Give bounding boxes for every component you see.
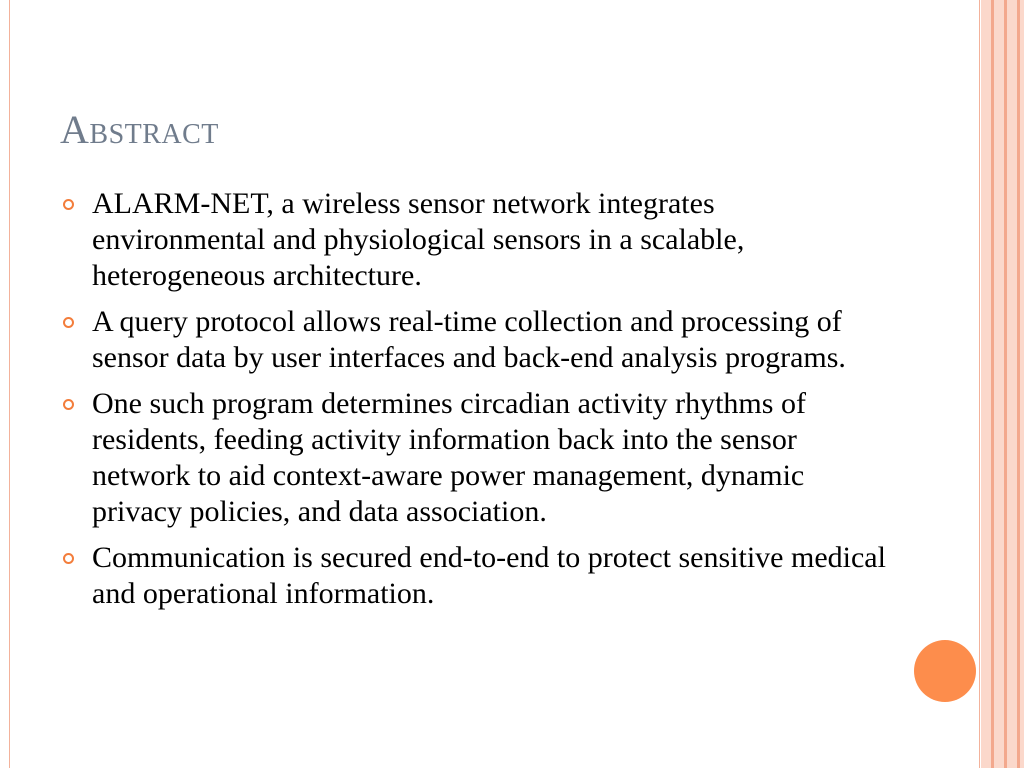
bullet-text: A query protocol allows real-time collection and processing of sensor data by user interfaces and back-end analysis programs. (92, 305, 846, 374)
bullet-text: One such program determines circadian activity rhythms of residents, feeding activity information back into the sensor network to aid context-aware power management, dynamic privacy policies, and data association. (92, 387, 806, 528)
ring-bullet-icon (63, 317, 74, 328)
decorative-circle (914, 640, 976, 702)
ring-bullet-icon (63, 553, 74, 564)
bullet-text: ALARM-NET, a wireless sensor network integrates environmental and physiological sensors in a scalable, heterogeneous architecture. (92, 187, 745, 292)
bullet-item (62, 186, 892, 294)
right-frame-line (979, 0, 980, 768)
bullet-item (62, 540, 892, 612)
right-edge-band (1007, 0, 1017, 768)
bullet-item (62, 304, 892, 376)
bullet-text: Communication is secured end-to-end to protect sensitive medical and operational information. (92, 541, 886, 610)
right-edge-band (1020, 0, 1024, 768)
bullet-item (62, 386, 892, 530)
ring-bullet-icon (63, 399, 74, 410)
right-edge-band (994, 0, 1004, 768)
right-edge-band (981, 0, 991, 768)
left-frame-line (9, 0, 10, 768)
slide-title: Abstract (60, 107, 219, 152)
ring-bullet-icon (63, 199, 74, 210)
bullet-list (62, 186, 892, 622)
